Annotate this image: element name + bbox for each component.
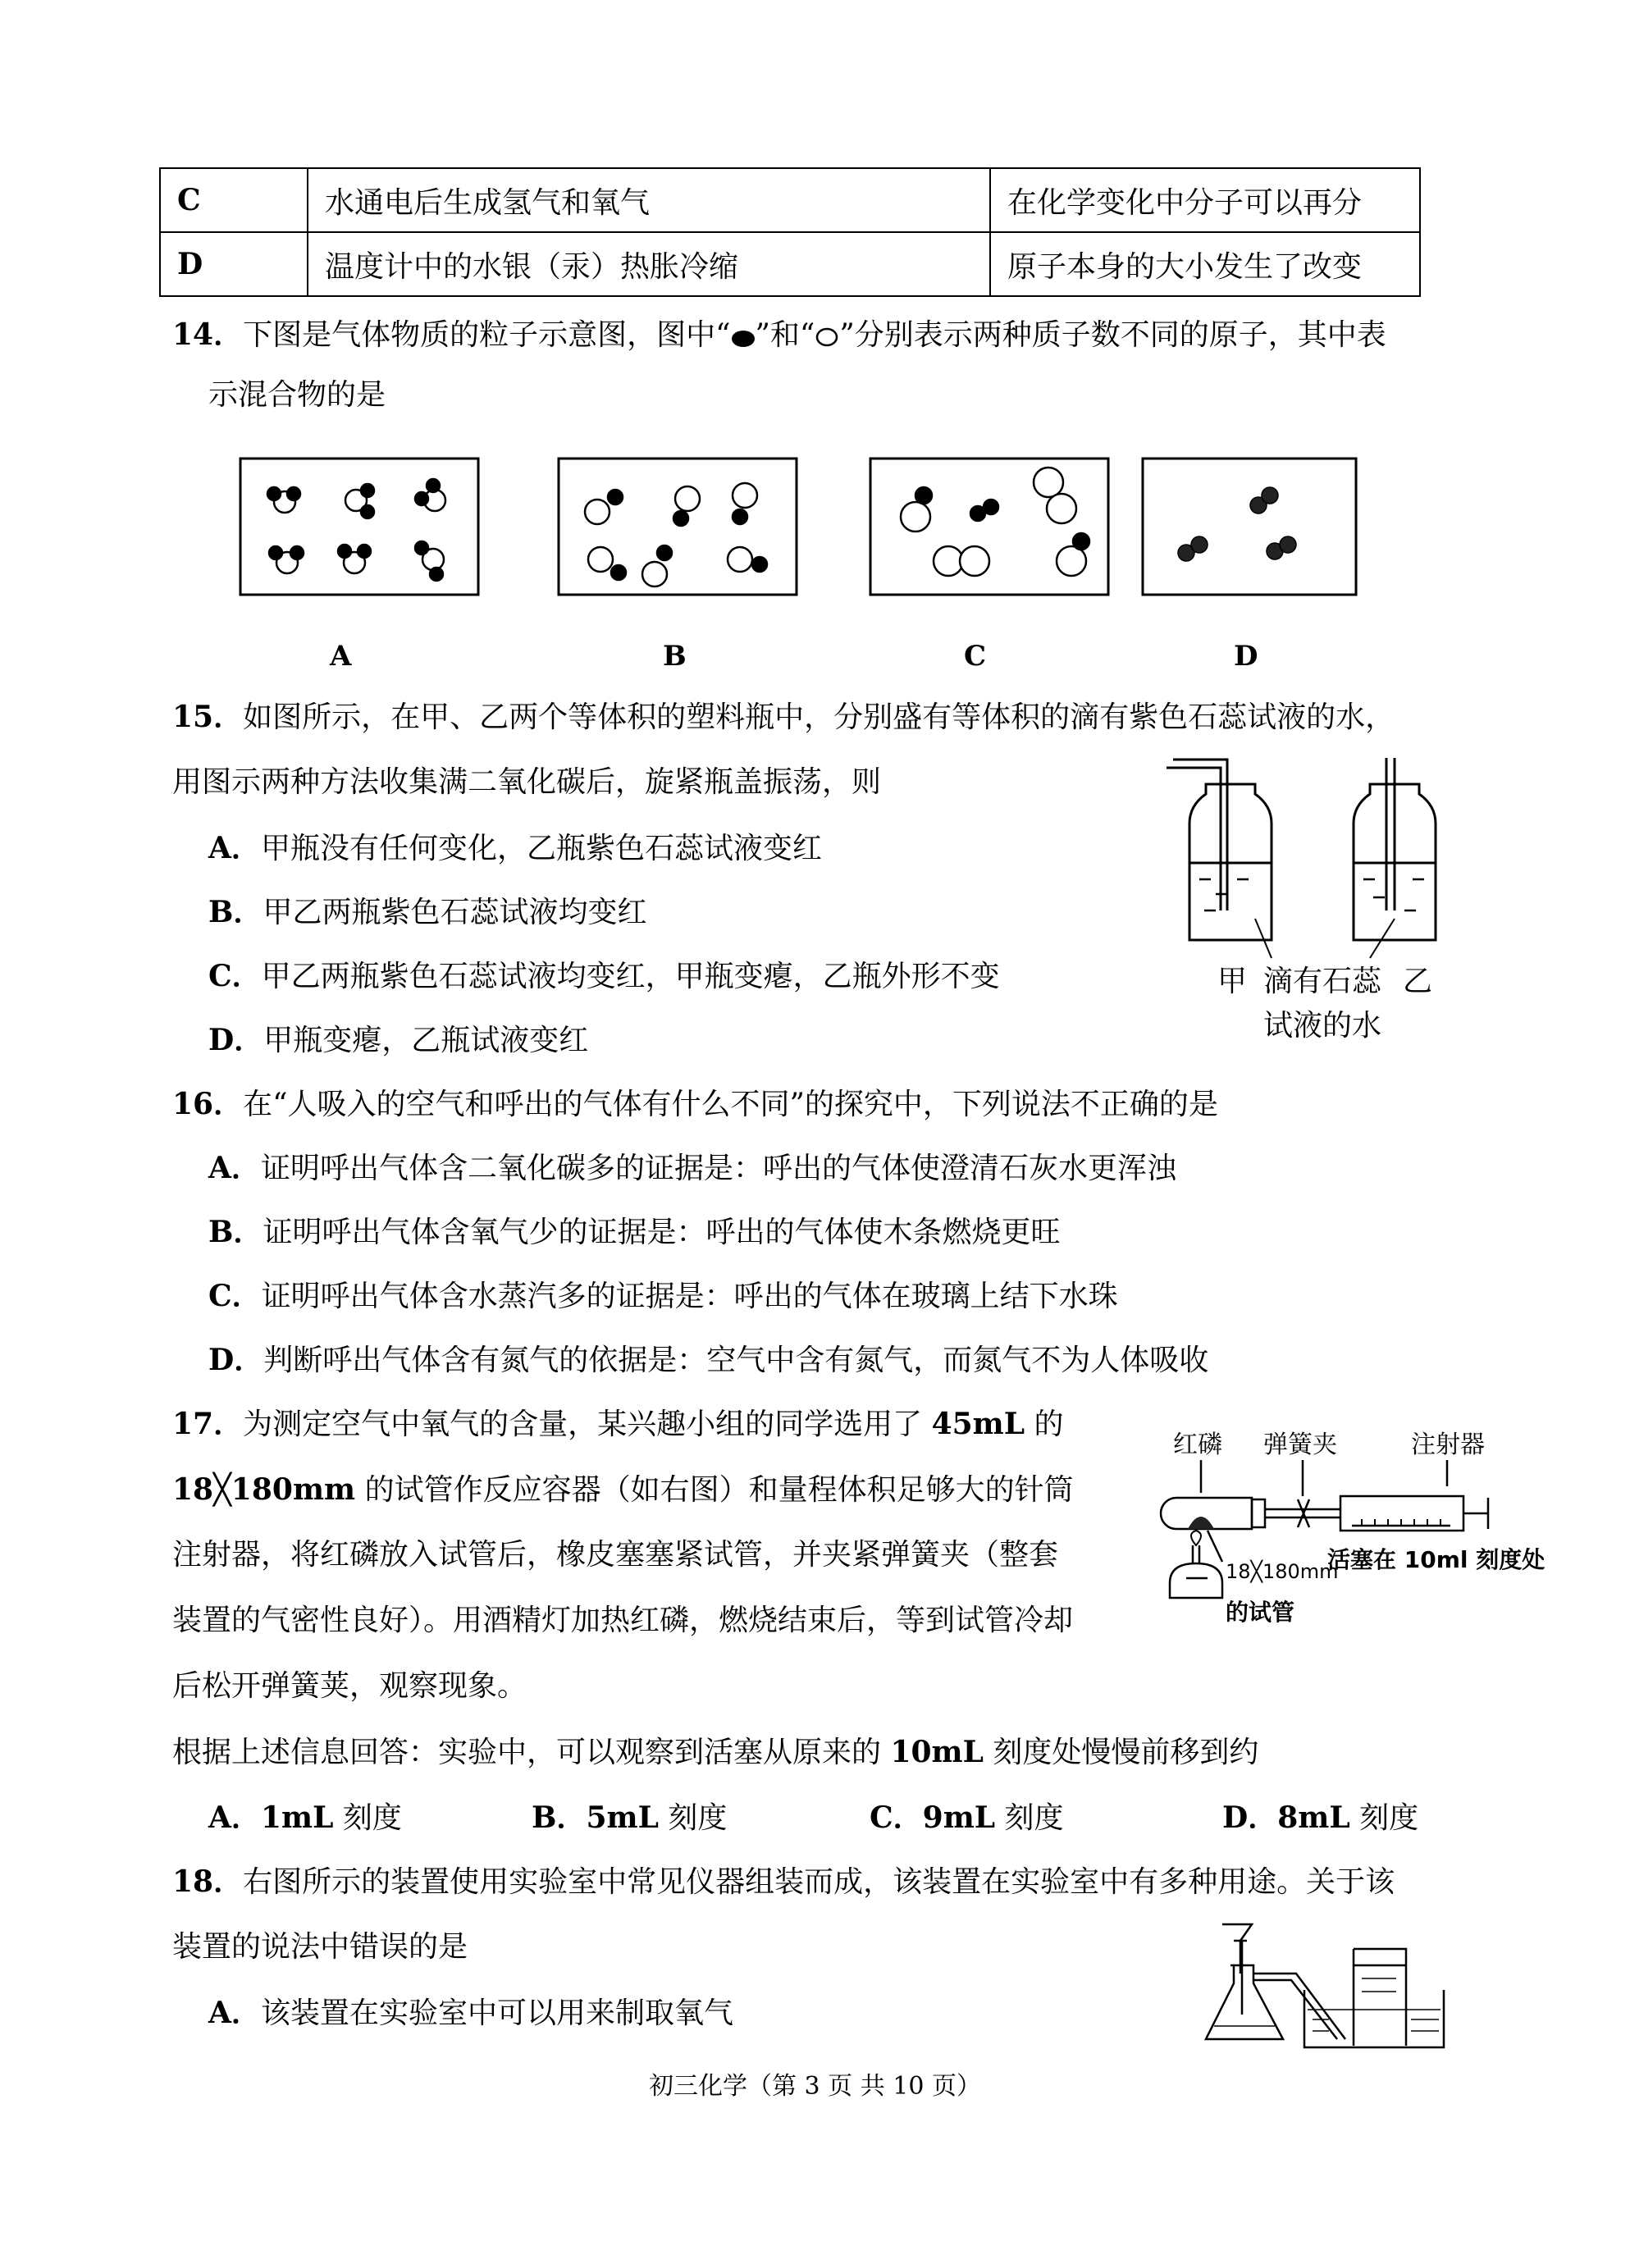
fig-label-piston: 活塞在 10ml 刻度处 [1327, 1546, 1546, 1573]
option-value: 9mL [922, 1800, 996, 1835]
fig-label-yi: 乙 [1403, 965, 1433, 998]
table-cell-phenomenon: 温度计中的水银（汞）热胀冷缩 [308, 232, 990, 296]
diagram-label-d: D [1234, 640, 1258, 673]
q17-line1 [172, 1404, 1064, 1444]
q17-size-b: 180mm [231, 1472, 356, 1507]
fig-pointer-lines [1255, 902, 1403, 960]
q16-stem-text: 在“人吸入的空气和呼出的气体有什么不同”的探究中，下列说法不正确的是 [243, 1088, 1218, 1121]
q17-size-a: 18 [172, 1472, 214, 1507]
q15-option-a [208, 828, 822, 869]
option-text: 证明呼出气体含氧气少的证据是：呼出的气体使木条燃烧更旺 [263, 1216, 1061, 1249]
option-text: 甲乙两瓶紫色石蕊试液均变红，甲瓶变瘪，乙瓶外形不变 [261, 960, 1000, 993]
question-number: 15． [172, 700, 244, 734]
fig-label-mid2: 试液的水 [1263, 1009, 1382, 1043]
option-text: 证明呼出气体含二氧化碳多的证据是：呼出的气体使澄清石灰水更浑浊 [260, 1152, 1176, 1185]
q15-option-b [208, 892, 646, 933]
q15-option-d [208, 1020, 588, 1061]
diagram-label-b: B [663, 640, 687, 673]
option-key: D． [208, 1343, 264, 1377]
q14-text-c: ”分别表示两种质子数不同的原子，其中表 [839, 318, 1386, 352]
q15-option-c [208, 956, 1000, 997]
option-key: D． [1222, 1800, 1278, 1835]
q17-text: 刻度处慢慢前移到约 [983, 1736, 1259, 1769]
table-row [160, 232, 1420, 296]
q14-line2: 示混合物的是 [208, 378, 386, 412]
option-unit: 刻度 [1349, 1801, 1419, 1835]
q14-text-b: ”和“ [755, 318, 815, 352]
question-number: 17． [172, 1407, 244, 1441]
option-value: 1mL [260, 1800, 334, 1835]
fig-label-jia: 甲 [1217, 965, 1248, 998]
particle-diagram-d [1142, 458, 1357, 596]
q17-option-c [870, 1798, 1064, 1838]
table-cell-phenomenon: 水通电后生成氢气和氧气 [308, 168, 990, 232]
option-key: C． [870, 1800, 923, 1835]
option-unit: 刻度 [333, 1801, 402, 1835]
option-key: D． [208, 1023, 264, 1057]
diagram-label-a: A [330, 640, 352, 673]
white-atom-icon [815, 327, 839, 347]
table-cell-explanation: 在化学变化中分子可以再分 [990, 168, 1420, 232]
q16-option-a [208, 1148, 1176, 1189]
fig-label-red-phosphorus: 红磷 [1173, 1431, 1222, 1459]
option-key: B． [208, 1215, 263, 1249]
q17-text: 为测定空气中氧气的含量，某兴趣小组的同学选用了 [243, 1408, 932, 1441]
table-cell-key: C [160, 168, 308, 232]
q17-option-b [532, 1798, 727, 1838]
fig-label-spring-clip: 弹簧夹 [1263, 1431, 1337, 1459]
q17-times: ╳ [213, 1472, 231, 1507]
table-cell-explanation: 原子本身的大小发生了改变 [990, 232, 1420, 296]
option-text: 该装置在实验室中可以用来制取氧气 [260, 1996, 733, 2030]
particle-diagram-a [240, 458, 479, 596]
q17-line4: 装置的气密性良好）。用酒精灯加热红磷，燃烧结束后，等到试管冷却 [172, 1604, 1074, 1637]
q18-option-a [208, 1993, 733, 2033]
q17-line2 [172, 1470, 1074, 1510]
question-number: 14． [172, 317, 244, 352]
q16-option-c [208, 1276, 1118, 1317]
option-key: A． [208, 831, 261, 865]
q18-line1 [172, 1862, 1395, 1902]
option-unit: 刻度 [658, 1801, 728, 1835]
q17-volume: 45mL [931, 1407, 1025, 1441]
q14-text-a: 下图是气体物质的粒子示意图，图中“ [243, 318, 731, 352]
q17-text: 的 [1025, 1408, 1064, 1441]
q14-line1 [172, 315, 1386, 355]
fig-label-tube-size: 18╳180mm [1226, 1560, 1339, 1583]
apparatus-figure [1147, 1460, 1508, 1616]
fig-label-tube: 的试管 [1226, 1599, 1295, 1626]
option-key: A． [208, 1800, 261, 1835]
option-text: 甲乙两瓶紫色石蕊试液均变红 [263, 896, 647, 929]
q17-option-d [1222, 1798, 1418, 1838]
q17-option-a [208, 1798, 402, 1838]
q17-text: 的试管作反应容器（如右图）和量程体积足够大的针筒 [355, 1473, 1074, 1507]
option-text: 甲瓶变瘪，乙瓶试液变红 [263, 1024, 589, 1057]
q16-option-b [208, 1212, 1060, 1253]
question-number: 18． [172, 1864, 244, 1899]
option-key: A． [208, 1151, 261, 1185]
question-number: 16． [172, 1087, 244, 1121]
option-key: C． [208, 1279, 262, 1313]
option-key: C． [208, 959, 262, 993]
option-key: A． [208, 1996, 261, 2030]
particle-diagram-c [870, 458, 1109, 596]
q16-stem [172, 1084, 1218, 1125]
option-key: B． [532, 1800, 587, 1835]
q15-line2: 用图示两种方法收集满二氧化碳后，旋紧瓶盖振荡，则 [172, 765, 882, 799]
q16-option-d [208, 1340, 1208, 1380]
option-unit: 刻度 [995, 1801, 1064, 1835]
q17-line6 [172, 1732, 1258, 1773]
fig-label-syringe: 注射器 [1411, 1431, 1485, 1459]
table-cell-key: D [160, 232, 308, 296]
option-text: 证明呼出气体含水蒸汽多的证据是：呼出的气体在玻璃上结下水珠 [261, 1280, 1118, 1313]
diagram-label-c: C [964, 640, 987, 673]
fig-label-mid1: 滴有石蕊 [1263, 965, 1382, 998]
page-footer: 初三化学（第 3 页 共 10 页） [649, 2072, 981, 2101]
option-text: 甲瓶没有任何变化，乙瓶紫色石蕊试液变红 [260, 832, 822, 865]
option-value: 5mL [586, 1800, 659, 1835]
particle-diagram-b [558, 458, 797, 596]
option-value: 8mL [1277, 1800, 1350, 1835]
answer-table [159, 167, 1421, 297]
q17-start-mark: 10mL [890, 1735, 984, 1769]
black-atom-icon [731, 327, 756, 347]
q17-text: 根据上述信息回答：实验中，可以观察到活塞从原来的 [172, 1736, 891, 1769]
table-row [160, 168, 1420, 232]
q17-line3: 注射器，将红磷放入试管后，橡皮塞塞紧试管，并夹紧弹簧夹（整套 [172, 1538, 1059, 1572]
q18-stem-line1: 右图所示的装置使用实验室中常见仪器组装而成，该装置在实验室中有多种用途。关于该 [243, 1865, 1395, 1899]
q15-line1 [172, 697, 1395, 737]
q18-line2: 装置的说法中错误的是 [172, 1930, 468, 1964]
q15-stem-line1: 如图所示，在甲、乙两个等体积的塑料瓶中，分别盛有等体积的滴有紫色石蕊试液的水， [243, 700, 1395, 734]
option-key: B． [208, 895, 263, 929]
q17-line5: 后松开弹簧荚，观察现象。 [172, 1669, 527, 1703]
option-text: 判断呼出气体含有氮气的依据是：空气中含有氮气，而氮气不为人体吸收 [263, 1344, 1209, 1377]
gas-apparatus-figure [1206, 1916, 1452, 2056]
